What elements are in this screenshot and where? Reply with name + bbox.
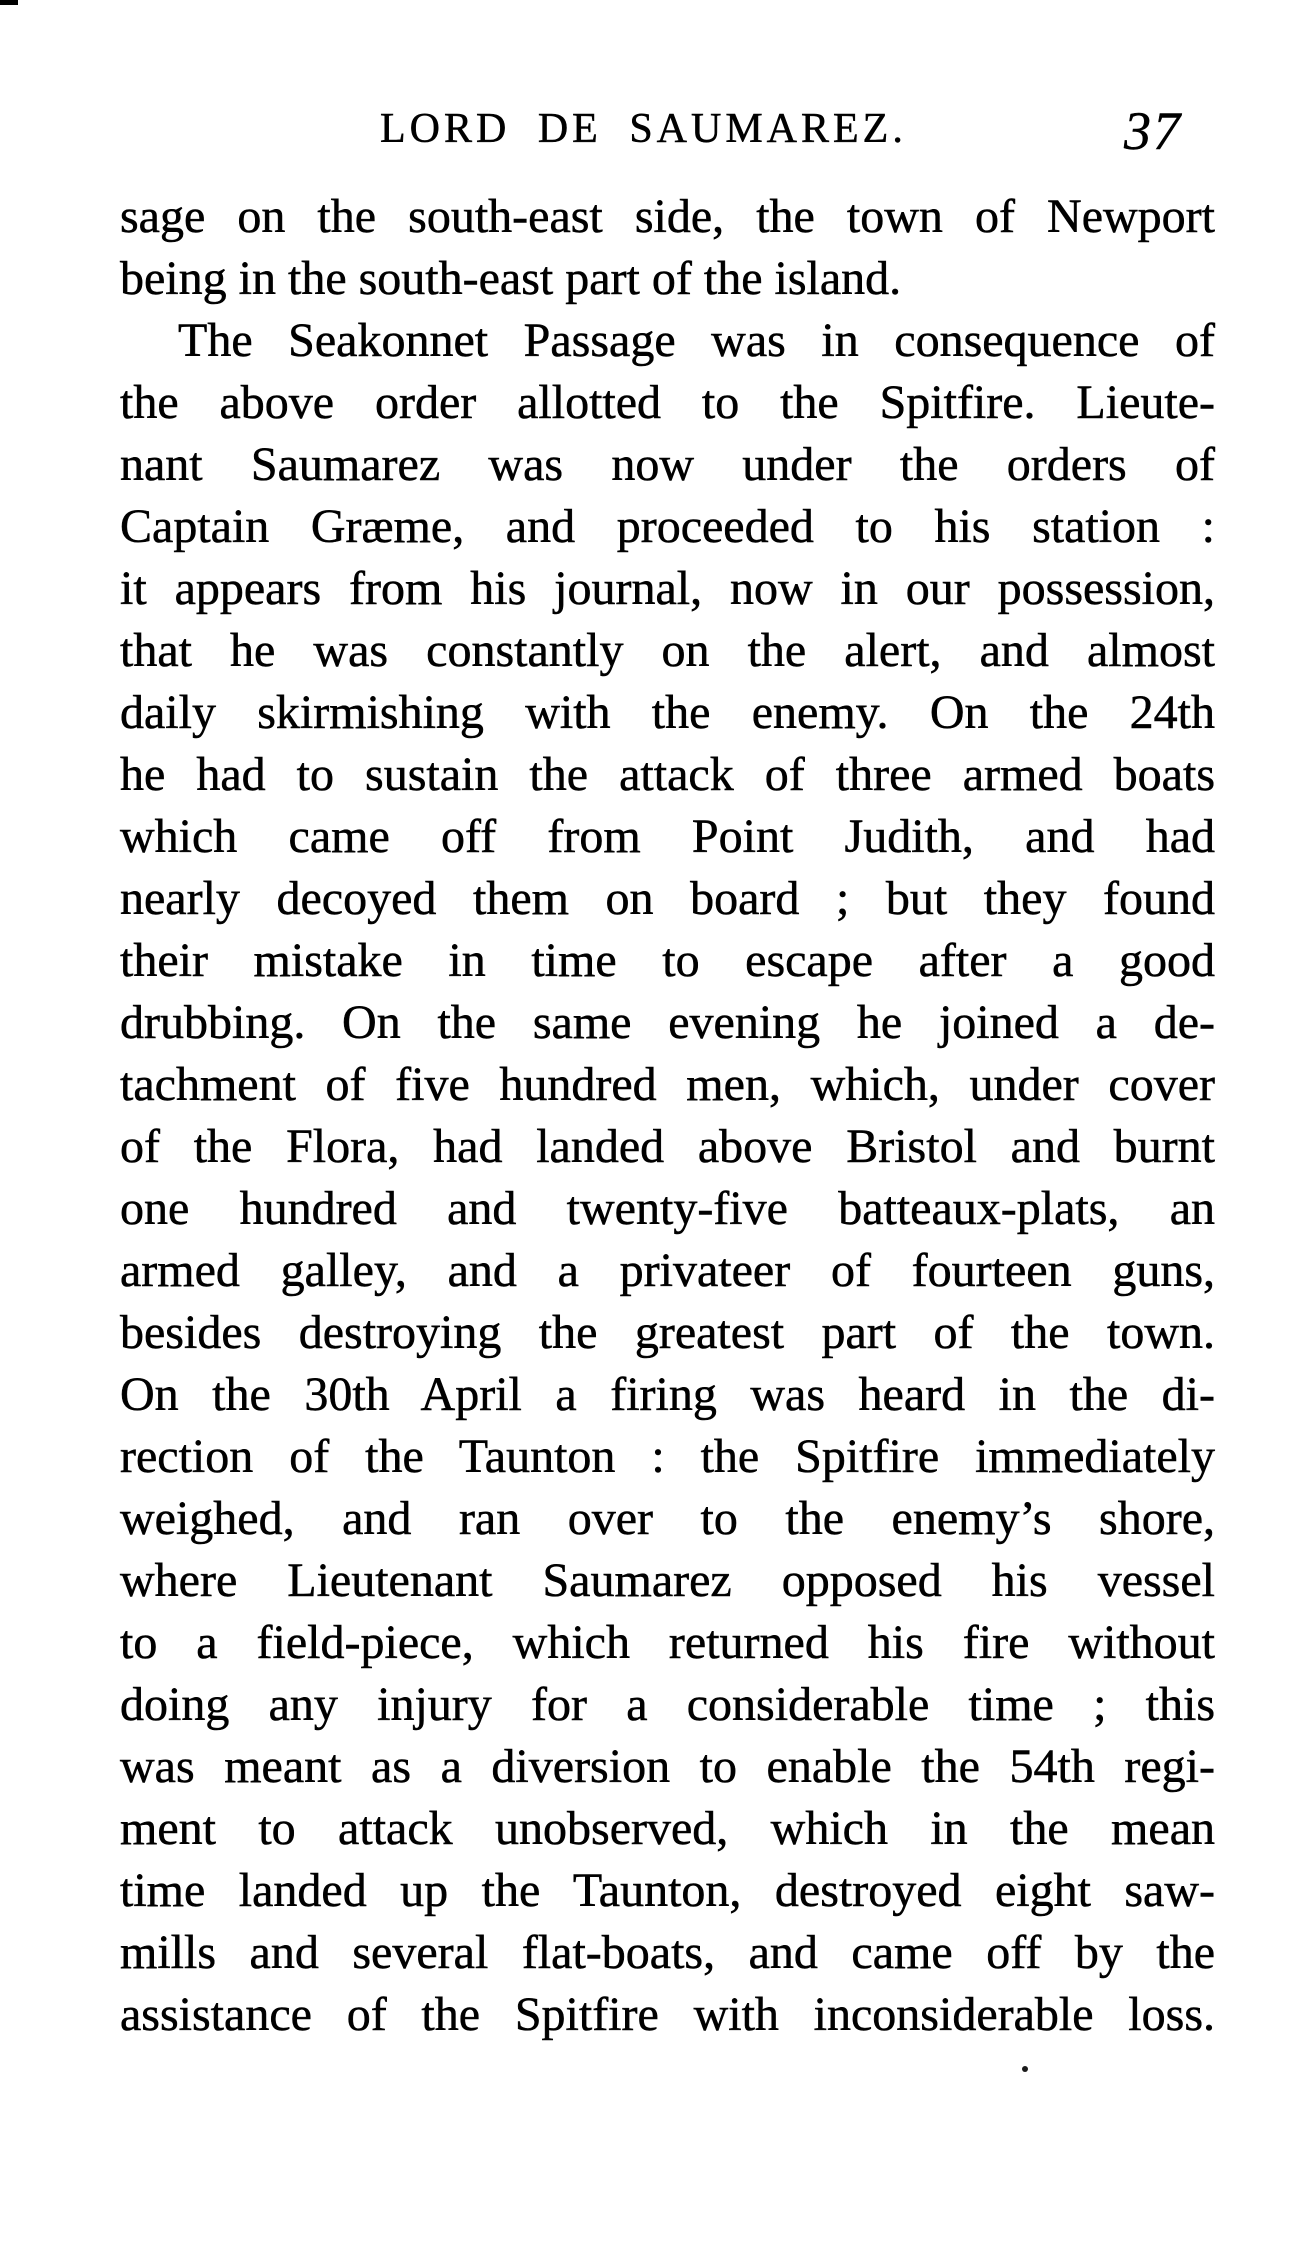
running-header-title: LORD DE SAUMAREZ. bbox=[380, 106, 907, 152]
text-line: of the Flora, had landed above Bristol and burnt bbox=[120, 1120, 1215, 1173]
text-line: doing any injury for a considerable time ; this bbox=[120, 1678, 1215, 1731]
scan-artifact-top-left bbox=[0, 0, 18, 5]
scan-speck bbox=[1022, 2066, 1028, 2072]
text-line: time landed up the Taunton, destroyed eight saw- bbox=[120, 1864, 1215, 1917]
text-line: to a field-piece, which returned his fire without bbox=[120, 1616, 1215, 1669]
text-line: that he was constantly on the alert, and almost bbox=[120, 624, 1215, 677]
text-line: nant Saumarez was now under the orders of bbox=[120, 438, 1215, 491]
text-line: it appears from his journal, now in our possession, bbox=[120, 562, 1215, 615]
text-line: sage on the south-east side, the town of Newport bbox=[120, 190, 1215, 243]
text-line: tachment of five hundred men, which, under cover bbox=[120, 1058, 1215, 1111]
text-line: drubbing. On the same evening he joined a de- bbox=[120, 996, 1215, 1049]
page-number: 37 bbox=[1124, 101, 1182, 161]
text-line: where Lieutenant Saumarez opposed his vessel bbox=[120, 1554, 1215, 1607]
text-line: armed galley, and a privateer of fourteen guns, bbox=[120, 1244, 1215, 1297]
text-line: their mistake in time to escape after a good bbox=[120, 934, 1215, 987]
text-line: one hundred and twenty-five batteaux-plats, an bbox=[120, 1182, 1215, 1235]
text-line: was meant as a diversion to enable the 54th regi- bbox=[120, 1740, 1215, 1793]
body-text bbox=[120, 186, 1215, 2046]
text-line: assistance of the Spitfire with inconsiderable loss. bbox=[120, 1988, 1215, 2041]
text-line: besides destroying the greatest part of the town. bbox=[120, 1306, 1215, 1359]
text-line: On the 30th April a firing was heard in the di- bbox=[120, 1368, 1215, 1421]
text-line: The Seakonnet Passage was in consequence of bbox=[178, 314, 1215, 367]
text-line: mills and several flat-boats, and came off by the bbox=[120, 1926, 1215, 1979]
text-line: he had to sustain the attack of three armed boats bbox=[120, 748, 1215, 801]
text-line: which came off from Point Judith, and had bbox=[120, 810, 1215, 863]
text-line: the above order allotted to the Spitfire. Lieute- bbox=[120, 376, 1215, 429]
text-line: weighed, and ran over to the enemy’s shore, bbox=[120, 1492, 1215, 1545]
text-line: nearly decoyed them on board ; but they found bbox=[120, 872, 1215, 925]
text-line: ment to attack unobserved, which in the mean bbox=[120, 1802, 1215, 1855]
text-line: daily skirmishing with the enemy. On the 24th bbox=[120, 686, 1215, 739]
text-line: being in the south-east part of the island. bbox=[120, 252, 902, 305]
text-line: Captain Græme, and proceeded to his station : bbox=[120, 500, 1215, 553]
text-line: rection of the Taunton : the Spitfire immediately bbox=[120, 1430, 1215, 1483]
